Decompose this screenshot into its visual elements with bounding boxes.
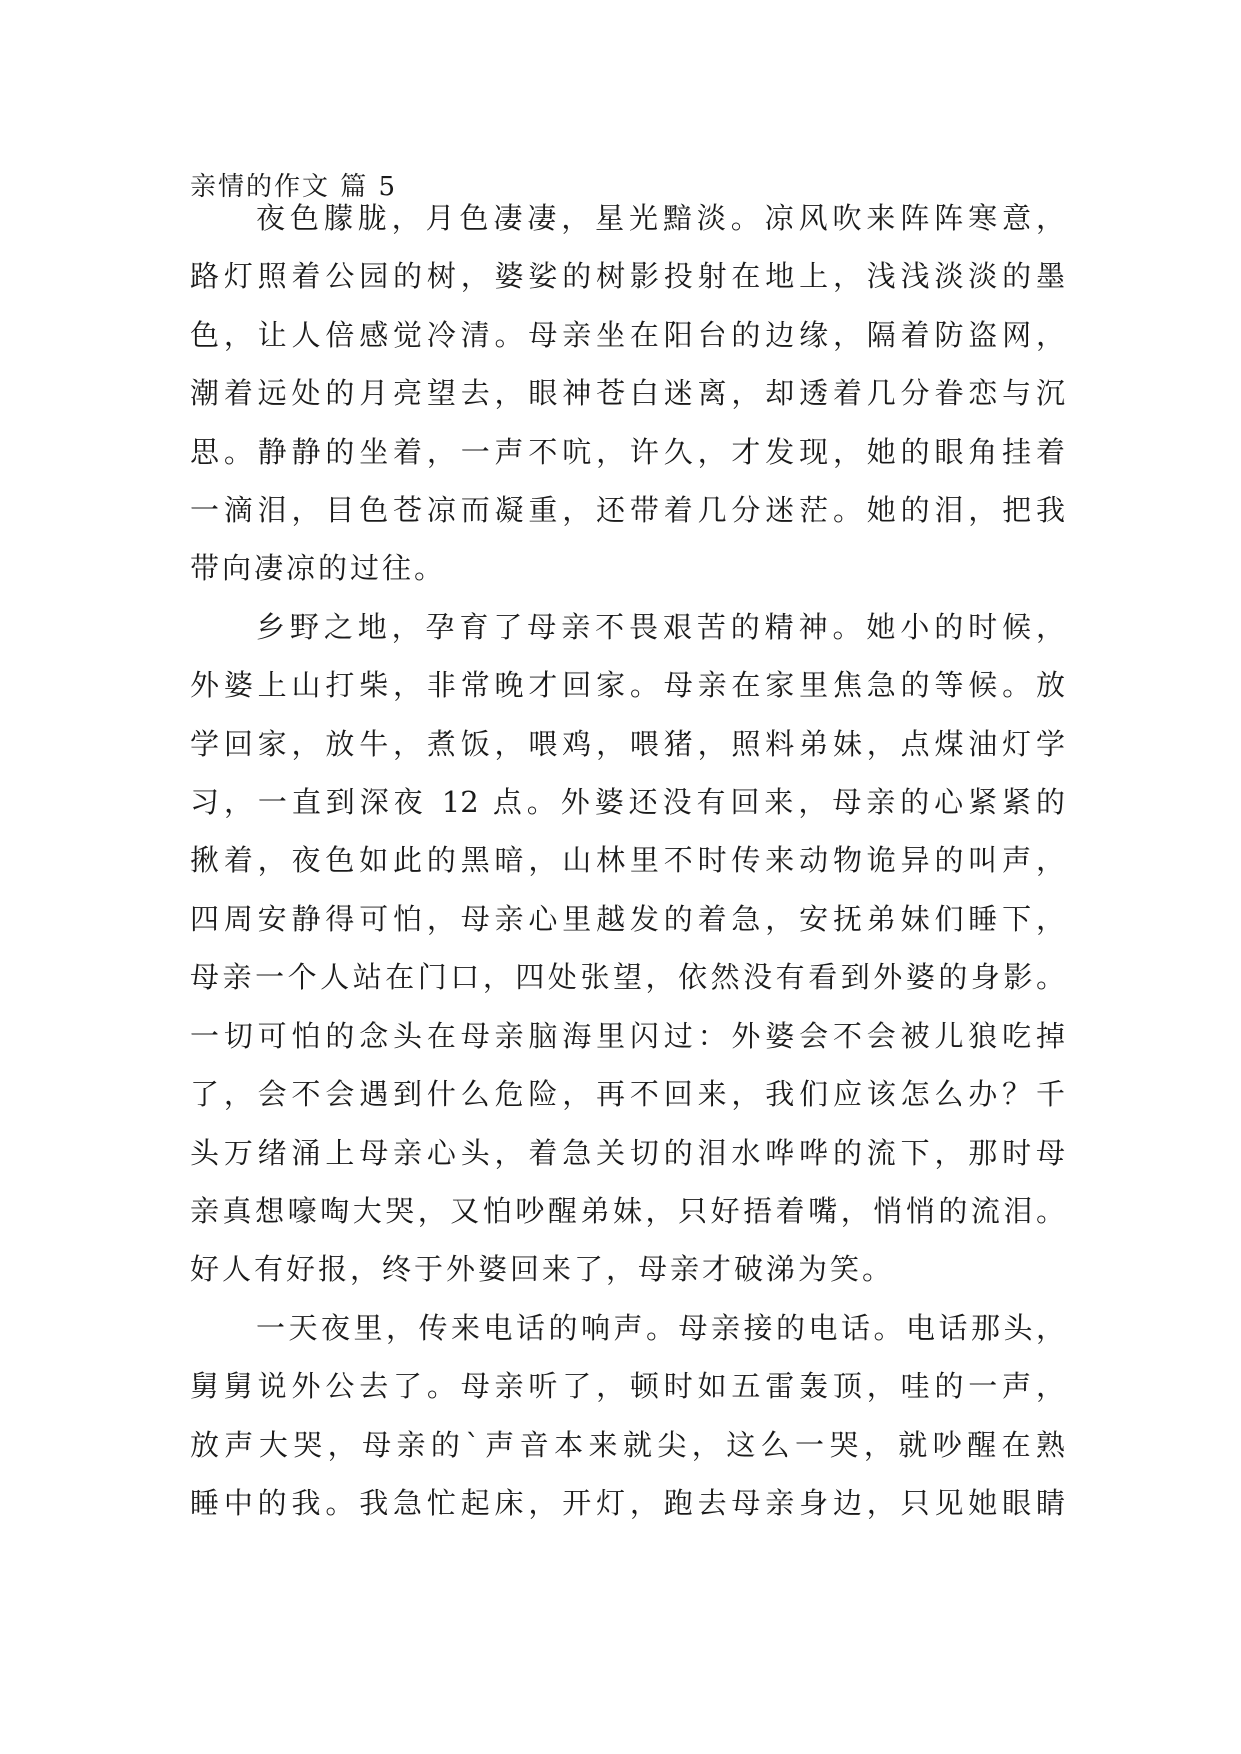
paragraph-line: 潮着远处的月亮望去，眼神苍白迷离，却透着几分眷恋与沉 bbox=[190, 376, 1065, 410]
paragraph-line: 思。静静的坐着，一声不吭，许久，才发现，她的眼角挂着 bbox=[190, 435, 1065, 469]
paragraph-line: 四周安静得可怕，母亲心里越发的着急，安抚弟妹们睡下， bbox=[190, 902, 1065, 936]
paragraph-line: 学回家，放牛，煮饭，喂鸡，喂猪，照料弟妹，点煤油灯学 bbox=[190, 727, 1065, 761]
paragraph-line: 一切可怕的念头在母亲脑海里闪过：外婆会不会被儿狼吃掉 bbox=[190, 1019, 1065, 1053]
paragraph-line: 头万绪涌上母亲心头，着急关切的泪水哗哗的流下，那时母 bbox=[190, 1136, 1065, 1170]
paragraph-line: 色，让人倍感觉冷清。母亲坐在阳台的边缘，隔着防盗网， bbox=[190, 318, 1065, 352]
paragraph-line: 舅舅说外公去了。母亲听了，顿时如五雷轰顶，哇的一声， bbox=[190, 1369, 1065, 1403]
paragraph-line: 外婆上山打柴，非常晚才回家。母亲在家里焦急的等候。放 bbox=[190, 668, 1065, 702]
paragraph-line: 了，会不会遇到什么危险，再不回来，我们应该怎么办？千 bbox=[190, 1077, 1065, 1111]
paragraph-line: 带向凄凉的过往。 bbox=[190, 551, 447, 585]
paragraph-line: 路灯照着公园的树，婆娑的树影投射在地上，浅浅淡淡的墨 bbox=[190, 259, 1065, 293]
paragraph-line: 亲真想嚎啕大哭，又怕吵醒弟妹，只好捂着嘴，悄悄的流泪。 bbox=[190, 1194, 1065, 1228]
paragraph-line: 揪着，夜色如此的黑暗，山林里不时传来动物诡异的叫声， bbox=[190, 843, 1065, 877]
paragraph-line: 一天夜里，传来电话的响声。母亲接的电话。电话那头， bbox=[256, 1311, 1065, 1345]
paragraph-line: 放声大哭，母亲的`声音本来就尖，这么一哭，就吵醒在熟 bbox=[190, 1428, 1065, 1462]
paragraph-line: 一滴泪，目色苍凉而凝重，还带着几分迷茫。她的泪，把我 bbox=[190, 493, 1065, 527]
paragraph-line: 好人有好报，终于外婆回来了，母亲才破涕为笑。 bbox=[190, 1252, 895, 1286]
paragraph-line: 习，一直到深夜 12 点。外婆还没有回来，母亲的心紧紧的 bbox=[190, 785, 1065, 819]
document-title: 亲情的作文 篇 5 bbox=[190, 172, 398, 202]
paragraph-line: 乡野之地，孕育了母亲不畏艰苦的精神。她小的时候， bbox=[256, 610, 1065, 644]
paragraph-line: 母亲一个人站在门口，四处张望，依然没有看到外婆的身影。 bbox=[190, 960, 1065, 994]
paragraph-line: 夜色朦胧，月色凄凄，星光黯淡。凉风吹来阵阵寒意， bbox=[256, 201, 1065, 235]
paragraph-line: 睡中的我。我急忙起床，开灯，跑去母亲身边，只见她眼睛 bbox=[190, 1486, 1065, 1520]
